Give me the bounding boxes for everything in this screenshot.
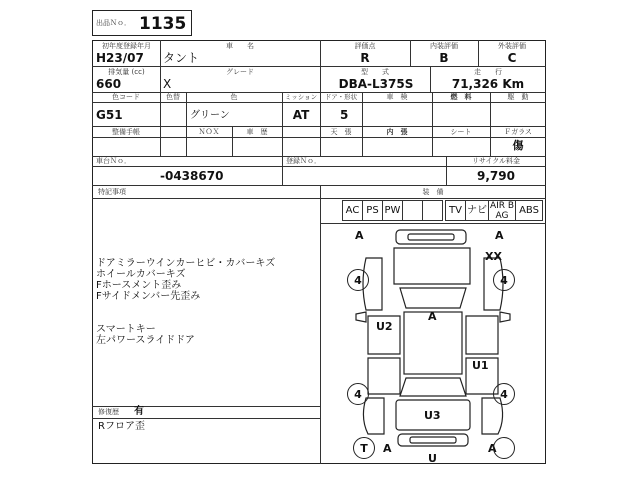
seat-label: シート — [450, 128, 472, 136]
interior-grade-value: B — [439, 51, 449, 65]
chassis-number-label: 車台Ｎｏ． — [96, 157, 131, 165]
remark-line: ドアミラーウインカーヒビ・カバーキズ — [96, 258, 276, 269]
registration-number-label: 登録Ｎｏ． — [286, 157, 321, 165]
recycle-fee-label: リサイクル料金 — [471, 157, 521, 165]
door-value: 5 — [340, 108, 349, 122]
equip-pw: PW — [382, 200, 403, 221]
remark-line: Fサイドメンバー先歪み — [96, 291, 201, 302]
displacement-label: 排気量 (cc) — [108, 68, 145, 76]
history-label: 車 歴 — [246, 128, 268, 136]
fuel-label: 燃 料 — [450, 93, 472, 101]
mileage-label: 走 行 — [474, 68, 502, 76]
roof-lining-label: 天 張 — [330, 128, 352, 136]
exterior-grade-label: 外装評価 — [498, 42, 526, 50]
inspection-label: 車 検 — [386, 93, 408, 101]
car-name-value: タント — [163, 51, 200, 65]
damage-mark-u2: U2 — [376, 320, 393, 333]
vehicle-damage-diagram — [320, 224, 546, 464]
tire-rear-extra — [493, 437, 515, 459]
lot-number-box — [92, 10, 192, 36]
car-name-label: 車 名 — [226, 42, 254, 50]
equip-blank-1 — [402, 200, 423, 221]
damage-mark-rear-right: A — [488, 442, 497, 455]
remark-line: スマートキー — [96, 324, 156, 335]
tire-rear-right: 4 — [493, 383, 515, 405]
remark-line: Fホースメント歪み — [96, 280, 182, 291]
tire-front-right: 4 — [493, 269, 515, 291]
equip-blank-2 — [422, 200, 443, 221]
model-code-value: DBA-L375S — [338, 77, 414, 91]
grade-label: グレード — [226, 68, 254, 76]
service-book-label: 整備手帳 — [112, 128, 140, 136]
nox-label: ＮＯＸ — [198, 128, 220, 136]
door-label: ドア・形状 — [324, 93, 358, 101]
damage-mark-rear-u: U — [428, 452, 437, 465]
front-glass-value: 傷 — [512, 139, 524, 152]
damage-mark-front-right: A — [495, 229, 504, 242]
remarks-label: 特記事項 — [98, 188, 126, 196]
damage-mark-rear-left: A — [383, 442, 392, 455]
mission-value: AT — [292, 108, 310, 122]
reg-date-value: H23/07 — [96, 51, 144, 65]
mission-label: ミッション — [284, 93, 318, 101]
equip-abs: ABS — [515, 200, 543, 221]
score-label: 評価点 — [354, 42, 376, 50]
model-code-label: 型 式 — [361, 68, 389, 76]
damage-mark-roof: A — [428, 310, 437, 323]
interior-grade-label: 内装評価 — [430, 42, 458, 50]
damage-mark-u3: U3 — [424, 409, 441, 422]
equip-airbag: AIR BAG — [489, 200, 515, 221]
drive-label: 駆 動 — [507, 93, 529, 101]
damage-mark-xx: XX — [485, 250, 502, 263]
grade-value: X — [163, 77, 172, 91]
remark-line: ホイールカバーキズ — [96, 269, 186, 280]
tire-front-left: 4 — [347, 269, 369, 291]
exterior-grade-value: C — [507, 51, 517, 65]
mileage-value: 71,326 Km — [451, 77, 525, 91]
lot-number-value: 1135 — [139, 14, 187, 34]
chassis-number-value: -0438670 — [160, 169, 224, 183]
remark-line: 左パワースライドドア — [96, 335, 195, 346]
equip-ps: PS — [362, 200, 383, 221]
recycle-fee-value: 9,790 — [477, 169, 515, 183]
reg-date-label: 初年度登録年月 — [102, 42, 151, 50]
color-change-label: 色替 — [166, 93, 180, 101]
spare-tire-mark: T — [353, 437, 375, 459]
damage-mark-u1: U1 — [472, 359, 489, 372]
equip-tv: TV — [445, 200, 466, 221]
equip-navi: ナビ — [465, 200, 489, 221]
color-value: グリーン — [190, 110, 230, 121]
equip-ac: AC — [342, 200, 363, 221]
door-trim-label: 内 張 — [386, 128, 408, 136]
equipment-label: 装 備 — [422, 188, 444, 196]
color-label: 色 — [230, 93, 238, 101]
color-code-label: 色コード — [112, 93, 140, 101]
front-glass-label: Ｆガラス — [504, 128, 532, 136]
tire-rear-left: 4 — [347, 383, 369, 405]
damage-mark-front-left: A — [355, 229, 364, 242]
repair-history-label: 修復歴 — [98, 408, 119, 416]
repair-history-value: 有 — [134, 406, 144, 417]
displacement-value: 660 — [96, 77, 122, 91]
lot-number-label: 出品Ｎｏ． — [96, 19, 131, 27]
color-code-value: G51 — [96, 108, 123, 122]
score-value: R — [360, 51, 370, 65]
repair-detail: Rフロア歪 — [98, 421, 145, 432]
